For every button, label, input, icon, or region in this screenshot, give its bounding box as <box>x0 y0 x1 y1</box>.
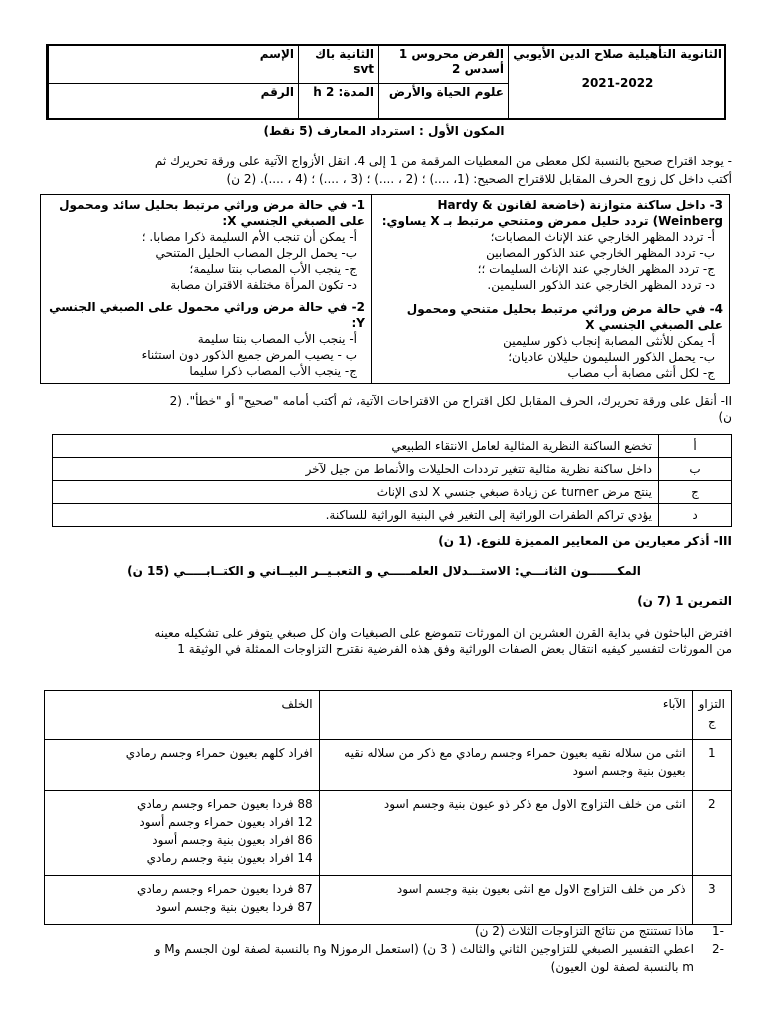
cross-number: 1 <box>692 740 731 791</box>
item3-opt-b: ب- تردد المظهر الخارجي عند الذكور المصابين <box>486 246 715 260</box>
part2-title: المكـــــــون الثانـــي: الاستـــدلال العلمـــــي و التعبـيــر البيــاني و الكتــابـــــي (15 ن) <box>127 564 641 578</box>
question-2 <box>34 940 724 958</box>
q3: III- أذكر معيارين من المعايير المميزة للنوع. (1 ن) <box>438 534 732 548</box>
header-table <box>46 44 726 120</box>
header-offspring: الخلف <box>45 691 320 740</box>
tf-text: ينتج مرض turner عن زيادة صبغي جنسي X لدى الإناث <box>53 481 659 504</box>
header-cross: التزاو ج <box>692 691 731 740</box>
intro-line2: من المورثات لتفسير كيفيه انتقال بعض الصفات الوراثية وفق هذه الفرضية نقترح التزاوجات الممثلة في الوثيقة 1 <box>177 642 732 656</box>
item1-opt-a: أ- يمكن أن تنجب الأم السليمة ذكرا مصابا. ؛ <box>141 230 357 244</box>
table-row <box>53 458 732 481</box>
item3-title: 3- داخل ساكنة متوازنة (خاضعة لقانون Hardy & Weinberg) تردد حليل ممرض ومتنحي مرتبط بـ X يساوي: <box>381 198 723 228</box>
intro-line1: افترض الباحثون في بداية القرن العشرين ان المورثات تتموضع على الصبغيات وان كل صبغي يتوفر على تشكيله معينه <box>154 626 732 640</box>
table-row <box>53 504 732 527</box>
cross-number: 2 <box>692 791 731 876</box>
item4-title: 4- في حالة مرض وراثي مرتبط بحليل متنحي ومحمول على الصبغي الجنسي X <box>406 302 723 332</box>
header-parents: الآباء <box>319 691 692 740</box>
mcq-box <box>40 194 730 384</box>
offspring-cell <box>45 876 320 925</box>
number-label: الرقم <box>48 84 298 118</box>
school-cell <box>508 46 726 118</box>
offspring-line: افراد كلهم بعيون حمراء وجسم رمادي <box>125 746 313 760</box>
item2-opt-a: أ- ينجب الأب المصاب بنتا سليمة <box>197 332 357 346</box>
offspring-line: 86 افراد بعيون بنية وجسم أسود <box>152 833 313 847</box>
item1-title: 1- في حالة مرض وراثي مرتبط بحليل سائد ومحمول على الصبغي الجنسي X: <box>59 198 365 228</box>
table-row <box>45 740 732 791</box>
item4-opt-c: ج- لكل أنثى مصابة أب مصاب <box>567 366 715 380</box>
item1-opt-c: ج- ينجب الأب المصاب بنتا سليمة؛ <box>189 262 357 276</box>
offspring-cell <box>45 791 320 876</box>
q2-line2: ن) <box>718 410 732 424</box>
item2-opt-c: ج- ينجب الأب المصاب ذكرا سليما <box>189 364 357 378</box>
offspring-line: 14 افراد بعيون بنية وجسم رمادي <box>146 851 313 865</box>
school-name: الثانوية التأهيلية صلاح الدين الأيوبي <box>513 47 722 61</box>
parents-cell: ذكر من خلف التزاوج الاول مع انثى بعيون بنية وجسم اسود <box>319 876 692 925</box>
question-text: اعطي التفسير الصبغي للتزاوجين الثاني والثالث ( 3 ن) (استعمل الرموزN وn بالنسبة لصفة لون الجسم وM و <box>154 942 694 956</box>
q1-line2: أكتب داخل كل زوج الحرف المقابل للاقتراح الصحيح: (1، ....) ؛ (2 ، ....) ؛ (3 ، ....) ؛ (4 ، ....). (2 ن) <box>226 172 732 186</box>
table-row <box>45 876 732 925</box>
question-text: ماذا تستنتج من نتائج التزاوجات الثلاث (2 ن) <box>474 924 694 938</box>
table-header-row <box>45 691 732 740</box>
level: الثانية باك svt <box>298 46 378 84</box>
item3-opt-a: أ- تردد المظهر الخارجي عند الإناث المصابات؛ <box>490 230 715 244</box>
cross-number: 3 <box>692 876 731 925</box>
tf-letter: د <box>659 504 732 527</box>
offspring-line: 12 افراد بعيون حمراء وجسم أسود <box>139 815 313 829</box>
offspring-line: 87 فردا بعيون بنية وجسم اسود <box>155 900 313 914</box>
school-year: 2021-2022 <box>581 76 654 90</box>
question-number: -2 <box>712 942 724 956</box>
table-row <box>53 481 732 504</box>
mcq-left-column <box>41 195 369 383</box>
item4-opt-a: أ- يمكن للأنثى المصابة إنجاب ذكور سليمين <box>503 334 715 348</box>
parents-cell: انثى من خلف التزاوج الاول مع ذكر ذو عيون بنية وجسم اسود <box>319 791 692 876</box>
offspring-cell <box>45 740 320 791</box>
mcq-right-column <box>375 195 727 383</box>
item4-opt-b: ب- يحمل الذكور السليمون حليلان عاديان؛ <box>508 350 715 364</box>
part1-title: المكون الأول : استرداد المعارف (5 نقط) <box>263 124 505 138</box>
question-2-cont <box>34 958 724 976</box>
true-false-table <box>52 434 732 527</box>
q1-line1: - يوجد اقتراح صحيح بالنسبة لكل معطى من المعطيات المرقمة من 1 إلى 4. انقل الأزواج الآتية على ورقة تحريرك ثم <box>154 154 732 168</box>
tf-letter: أ <box>659 435 732 458</box>
subject: علوم الحياة والأرض <box>378 84 508 118</box>
crosses-table <box>44 690 732 925</box>
exercise-title: التمرين 1 (7 ن) <box>637 594 732 608</box>
offspring-line: 88 فردا بعيون حمراء وجسم رمادي <box>137 797 313 811</box>
tf-text: داخل ساكنة نظرية مثالية تتغير ترددات الحليلات والأنماط من جيل لآخر <box>53 458 659 481</box>
question-1 <box>34 922 724 940</box>
q2-line1: II- أنقل على ورقة تحريرك، الحرف المقابل لكل اقتراح من الاقتراحات الآتية، ثم أكتب أمامه "صحيح" أو "خطأ". (2 <box>169 394 732 408</box>
tf-letter: ج <box>659 481 732 504</box>
questions <box>34 922 724 976</box>
tf-letter: ب <box>659 458 732 481</box>
item3-opt-d: د- تردد المظهر الخارجي عند الذكور السليمين. <box>487 278 715 292</box>
table-row <box>53 435 732 458</box>
item1-opt-b: ب- يحمل الرجل المصاب الحليل المتنحي <box>155 246 357 260</box>
tf-text: يؤدي تراكم الطفرات الوراثية إلى التغير في البنية الوراثية للساكنة. <box>53 504 659 527</box>
item1-opt-d: د- تكون المرأة مختلفة الاقتران مصابة <box>170 278 357 292</box>
tf-text: تخضع الساكنة النظرية المثالية لعامل الانتقاء الطبيعي <box>53 435 659 458</box>
duration: المدة: 2 h <box>298 84 378 118</box>
item2-title: 2- في حالة مرض وراثي محمول على الصبغي الجنسي Y: <box>49 300 365 330</box>
parents-cell: انثى من سلاله نقيه بعيون حمراء وجسم رمادي مع ذكر من سلاله نقيه بعيون بنية وجسم اسود <box>319 740 692 791</box>
question-text: m بالنسبة لصفة لون العيون) <box>550 960 694 974</box>
question-number: -1 <box>712 924 724 938</box>
table-row <box>45 791 732 876</box>
offspring-line: 87 فردا بعيون حمراء وجسم رمادي <box>137 882 313 896</box>
item3-opt-c: ج- تردد المظهر الخارجي عند الإناث السليمات ؛؛ <box>477 262 715 276</box>
item2-opt-b: ب - يصيب المرض جميع الذكور دون استثناء <box>141 348 357 362</box>
exam-title: الفرض محروس 1 أسدس 2 <box>378 46 508 84</box>
name-label: الإسم <box>48 46 298 84</box>
divider <box>371 195 372 383</box>
